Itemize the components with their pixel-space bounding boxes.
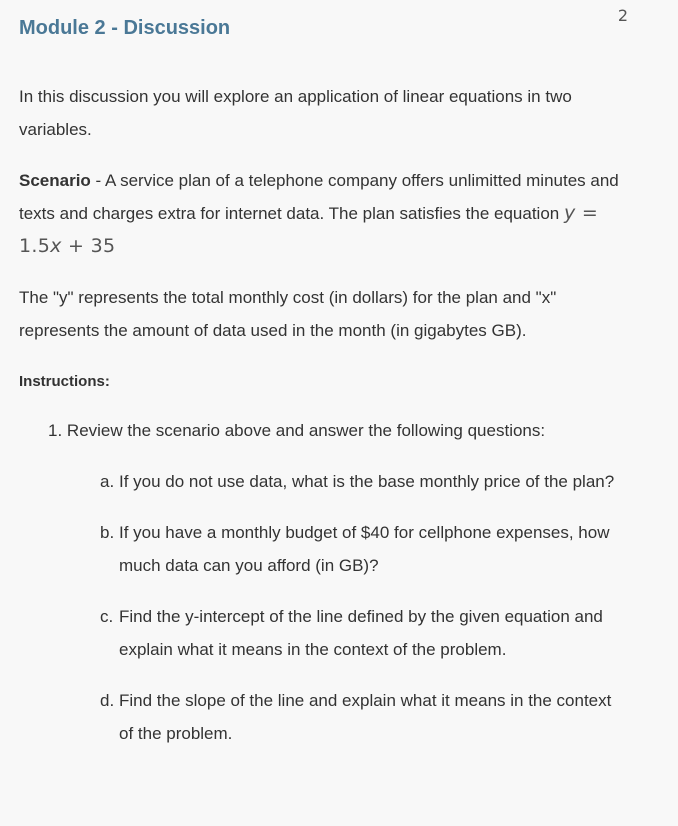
intro-paragraph: In this discussion you will explore an application of linear equations in two variables.: [19, 87, 572, 139]
question-item-d: [100, 684, 639, 750]
question-item-a: [100, 465, 639, 498]
equation-rhs-prefix: = 1.5: [19, 202, 599, 257]
discussion-body: [19, 80, 639, 768]
question-text: Find the slope of the line and explain what it means in the context of the problem.: [119, 691, 612, 743]
instruction-text: Review the scenario above and answer the following questions:: [66, 421, 546, 440]
equation-rhs-suffix: + 35: [61, 235, 116, 257]
question-marker: a.: [100, 472, 115, 491]
instructions-heading: Instructions:: [19, 373, 110, 390]
page-number: 2: [617, 6, 628, 25]
instruction-item: [48, 414, 639, 750]
scenario-paragraph: [19, 164, 639, 263]
instructions-list: [19, 414, 639, 750]
instruction-item-text: [48, 414, 639, 447]
scenario-label: Scenario: [19, 171, 91, 190]
question-marker: d.: [100, 691, 115, 710]
question-text: Find the y-intercept of the line defined by the given equation and explain what it means in the context of the problem.: [119, 607, 603, 659]
question-item-b: [100, 516, 639, 582]
question-marker: b.: [100, 523, 115, 542]
question-text: If you have a monthly budget of $40 for cellphone expenses, how much data can you afford (in GB)?: [119, 523, 610, 575]
variables-meaning-paragraph: The "y" represents the total monthly cost (in dollars) for the plan and "x" represents the amount of data used in the month (in gigabytes GB).: [19, 288, 557, 340]
question-list: [48, 465, 639, 750]
page-title: Module 2 - Discussion: [19, 17, 231, 39]
question-marker: c.: [100, 607, 114, 626]
equation-y: y: [563, 202, 576, 224]
instruction-marker: 1.: [48, 421, 63, 440]
question-item-c: [100, 600, 639, 666]
question-text: If you do not use data, what is the base monthly price of the plan?: [119, 472, 615, 491]
equation-x: x: [50, 235, 62, 257]
scenario-text: - A service plan of a telephone company offers unlimitted minutes and texts and charges extra for internet data. The plan satisfies the equation: [19, 171, 619, 223]
